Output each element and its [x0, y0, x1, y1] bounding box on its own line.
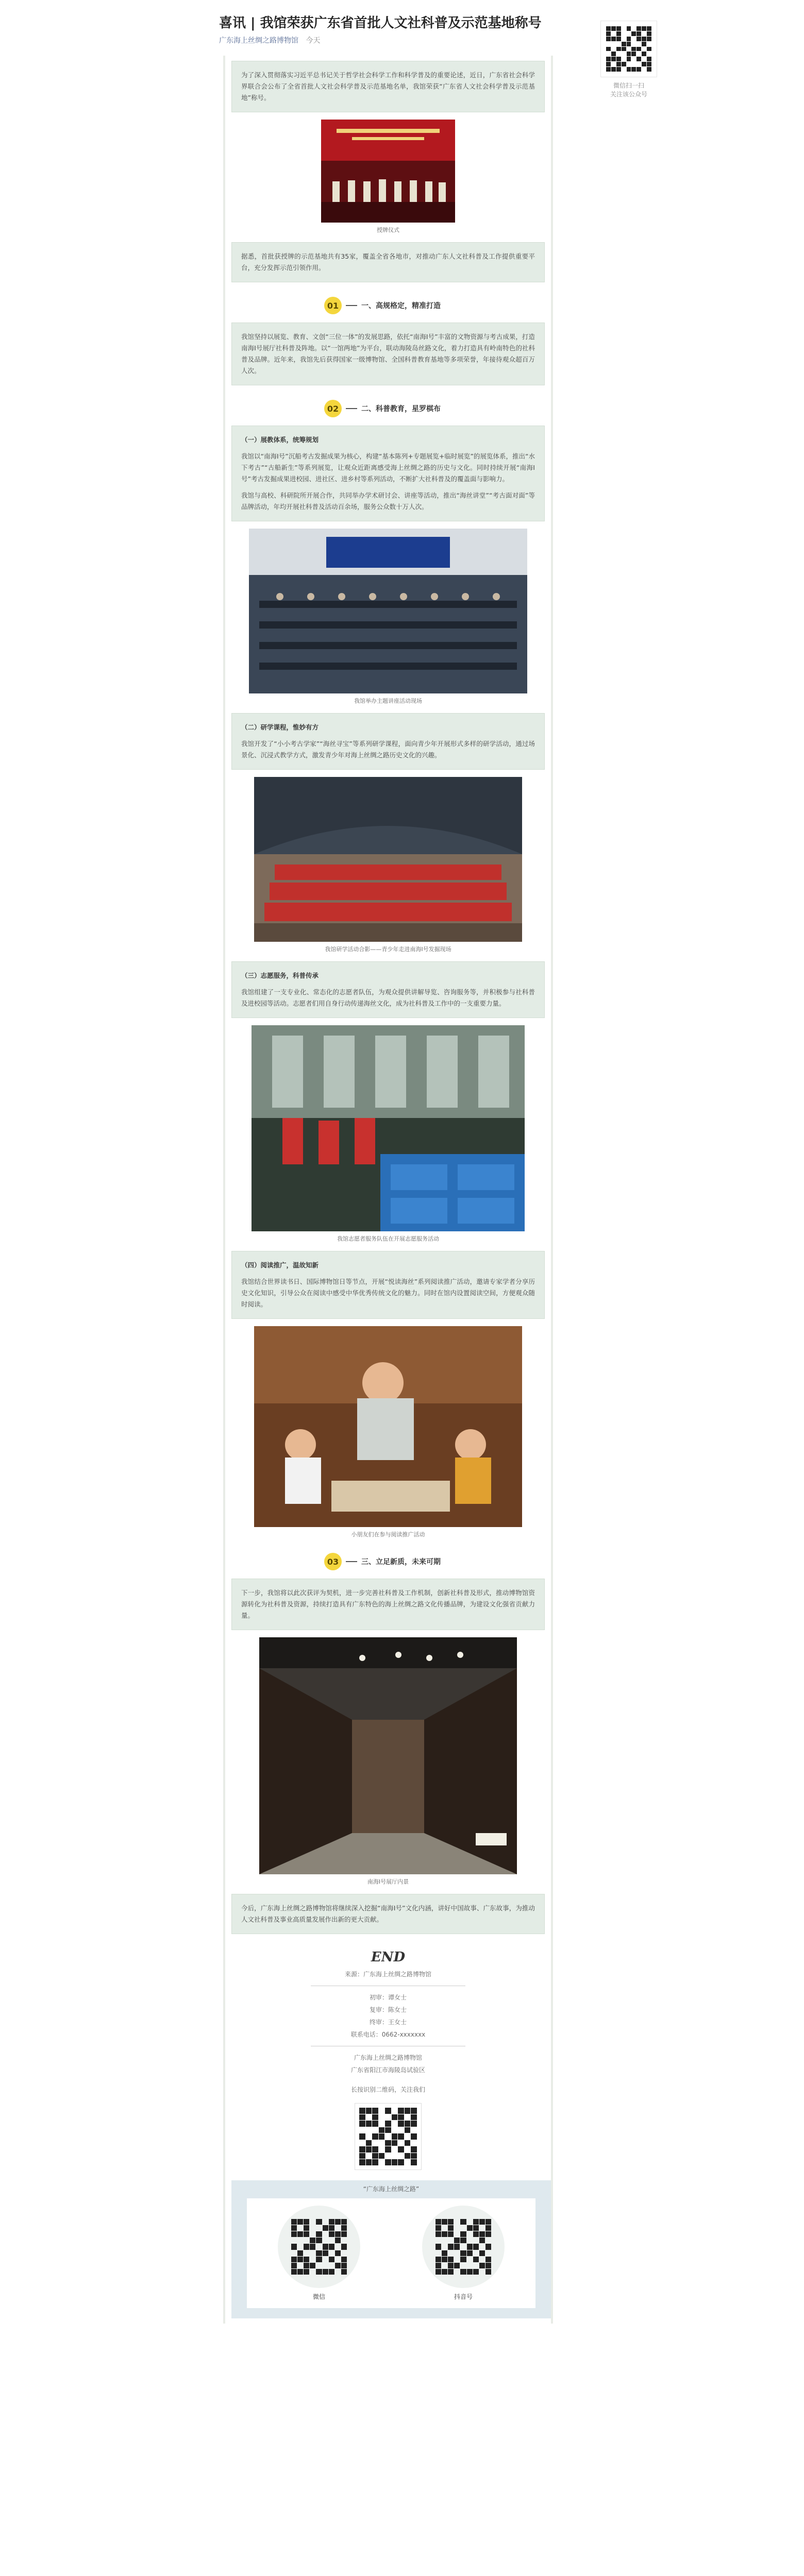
article-title: 喜讯 | 我馆荣获广东省首批人文社科普及示范基地称号	[219, 15, 542, 31]
section-heading-1	[324, 297, 545, 314]
intro-paragraph: 为了深入贯彻落实习近平总书记关于哲学社会科学工作和科学普及的重要论述，近日，广东省社会科学界联合会公布了全省首批人文社会科学普及示范基地名单，我馆荣获“广东省人文社会科学普及示范基地”称号。	[241, 71, 535, 101]
section-3-text-2: 今后，广东海上丝绸之路博物馆将继续深入挖掘“南海Ⅰ号”文化内涵，讲好中国故事、广东故事，为推动人文社科普及事业高质量发展作出新的更大贡献。	[241, 1904, 535, 1923]
footer-lines	[231, 1968, 545, 2076]
section-heading-3	[324, 1553, 545, 1570]
side-qr-caption: 微信扫一扫 关注该公众号	[610, 82, 647, 98]
qr-pattern	[435, 2219, 491, 2275]
section-title: 三、立足新质，未来可期	[361, 1558, 441, 1566]
section-heading-2	[324, 400, 545, 417]
footer-line: 复审：陈女士	[369, 2006, 407, 2013]
footer-line: 来源：广东海上丝绸之路博物馆	[344, 1971, 431, 1978]
section-3-box	[231, 1579, 545, 1630]
section-2-box	[231, 426, 545, 521]
lecture-photo	[249, 529, 527, 693]
volunteer-photo	[252, 1025, 525, 1231]
footer-line: 广东省阳江市海陵岛试验区	[350, 2066, 425, 2074]
article-page	[219, 0, 582, 2324]
ceremony-photo	[321, 120, 455, 223]
qr-code-icon	[422, 2206, 505, 2288]
footer-line: 广东海上丝绸之路博物馆	[354, 2054, 422, 2061]
section-2-text-3: 我馆组建了一支专业化、常态化的志愿者队伍，为观众提供讲解导览、咨询服务等，并积极参与社科普及进校园等活动。志愿者们用自身行动传递海丝文化，成为社科普及工作中的一支重要力量。	[241, 988, 535, 1007]
photo-caption: 南海Ⅰ号展厅内景	[367, 1878, 409, 1885]
section-1-box	[231, 323, 545, 385]
divider	[346, 408, 357, 409]
qr-caption: 长按识别二维码，关注我们	[350, 2086, 425, 2093]
qr-pattern	[291, 2219, 347, 2275]
footer-line: 联系电话：0662-xxxxxxx	[350, 2031, 426, 2038]
group-photo	[254, 777, 522, 942]
subsection-title: （一）展教体系，统筹规划	[241, 436, 319, 444]
subsection-title: （三）志愿服务，科普传承	[241, 972, 319, 979]
qr-pattern	[359, 2108, 417, 2165]
follow-panel	[231, 2180, 551, 2318]
footer-line: 终审：王女士	[369, 2019, 407, 2026]
photo-caption: 我馆研学活动合影——青少年走进南海Ⅰ号发掘现场	[325, 946, 451, 953]
section-number: 01	[324, 297, 342, 314]
subsection-title: （四）阅读推广，温故知新	[241, 1261, 319, 1269]
section-title: 一、高规格定，精准打造	[361, 302, 441, 310]
section-2-text-2: 我馆开发了“小小考古学家”“海丝寻宝”等系列研学课程，面向青少年开展形式多样的研学活动，通过场景化、沉浸式教学方式，激发青少年对海上丝绸之路历史文化的兴趣。	[241, 740, 535, 759]
subsection-title: （二）研学课程，惟妙有方	[241, 723, 319, 731]
article-meta	[219, 35, 582, 45]
qr-code-icon[interactable]	[355, 2103, 422, 2170]
footer-line: 初审：谭女士	[369, 1994, 407, 2001]
section-2-box-d	[231, 1251, 545, 1319]
intro-box-2	[231, 242, 545, 282]
side-qr-panel	[590, 21, 667, 99]
photo-caption: 我馆志愿者服务队伍在开展志愿服务活动	[337, 1235, 439, 1242]
section-1-text: 我馆坚持以展览、教育、文创“三位一体”的发展思路，依托“南海Ⅰ号”丰富的文物资源与考古成果，打造南海Ⅰ号展厅社科普及阵地。以“一馆两地”为平台，联动海陵岛丝路文化，着力打造具有岭南特色的社科普及品牌。近年来，我馆先后获得国家一级博物馆、全国科普教育基地等多项荣誉，年接待观众超百万人次。	[241, 333, 535, 375]
photo-caption: 小朋友们在参与阅读推广活动	[351, 1531, 425, 1538]
qr-pattern	[606, 26, 651, 72]
divider	[346, 305, 357, 306]
section-2-text: 我馆以“南海Ⅰ号”沉船考古发掘成果为核心，构建“基本陈列+专题展览+临时展览”的展览体系，推出“水下考古”“古船新生”等系列展览，让观众近距离感受海上丝绸之路的历史与文化。同时持续开展“南海Ⅰ号”考古发掘成果进校园、进社区、进乡村等系列活动，不断扩大社科普及的覆盖面与影响力。	[241, 452, 535, 483]
follow-item-wechat[interactable]	[278, 2206, 360, 2301]
end-logo: END	[371, 1950, 406, 1965]
intro-paragraph-2: 据悉，首批获授牌的示范基地共有35家，覆盖全省各地市，对推动广东人文社科普及工作提供重要平台，充分发挥示范引领作用。	[241, 252, 535, 272]
section-3-text: 下一步，我馆将以此次获评为契机，进一步完善社科普及工作机制，创新社科普及形式，推动博物馆资源转化为社科普及资源，持续打造具有广东特色的海上丝绸之路文化传播品牌，为建设文化强省贡献力量。	[241, 1589, 535, 1619]
section-title: 二、科普教育，星罗棋布	[361, 405, 441, 413]
divider	[346, 1561, 357, 1562]
intro-box	[231, 61, 545, 112]
account-link[interactable]: 广东海上丝绸之路博物馆	[219, 37, 298, 45]
section-3-box-b	[231, 1894, 545, 1934]
publish-date: 今天	[306, 37, 321, 45]
follow-heading: “广东海上丝绸之路”	[363, 2185, 420, 2193]
section-2-box-c	[231, 961, 545, 1018]
hall-photo	[259, 1637, 517, 1874]
section-2-text-4: 我馆结合世界读书日、国际博物馆日等节点，开展“悦读海丝”系列阅读推广活动，邀请专家学者分享历史文化知识，引导公众在阅读中感受中华优秀传统文化的魅力。同时在馆内设置阅读空间，方便观众随时阅读。	[241, 1278, 535, 1308]
follow-item-douyin[interactable]	[422, 2206, 505, 2301]
reading-photo	[254, 1326, 522, 1527]
photo-caption: 授牌仪式	[377, 227, 399, 233]
qr-code-icon[interactable]	[600, 21, 657, 77]
follow-item-label: 抖音号	[454, 2293, 473, 2300]
section-number: 03	[324, 1553, 342, 1570]
article-body	[223, 56, 553, 2324]
qr-code-icon	[278, 2206, 360, 2288]
section-2-text-b: 我馆与高校、科研院所开展合作，共同举办学术研讨会、讲座等活动，推出“海丝讲堂”“考古面对面”等品牌活动，年均开展社科普及活动百余场，服务公众数十万人次。	[241, 492, 535, 511]
section-2-box-b	[231, 713, 545, 770]
section-number: 02	[324, 400, 342, 417]
follow-item-label: 微信	[312, 2293, 325, 2300]
follow-row	[247, 2198, 535, 2308]
photo-caption: 我馆举办主题讲座活动现场	[354, 698, 422, 704]
